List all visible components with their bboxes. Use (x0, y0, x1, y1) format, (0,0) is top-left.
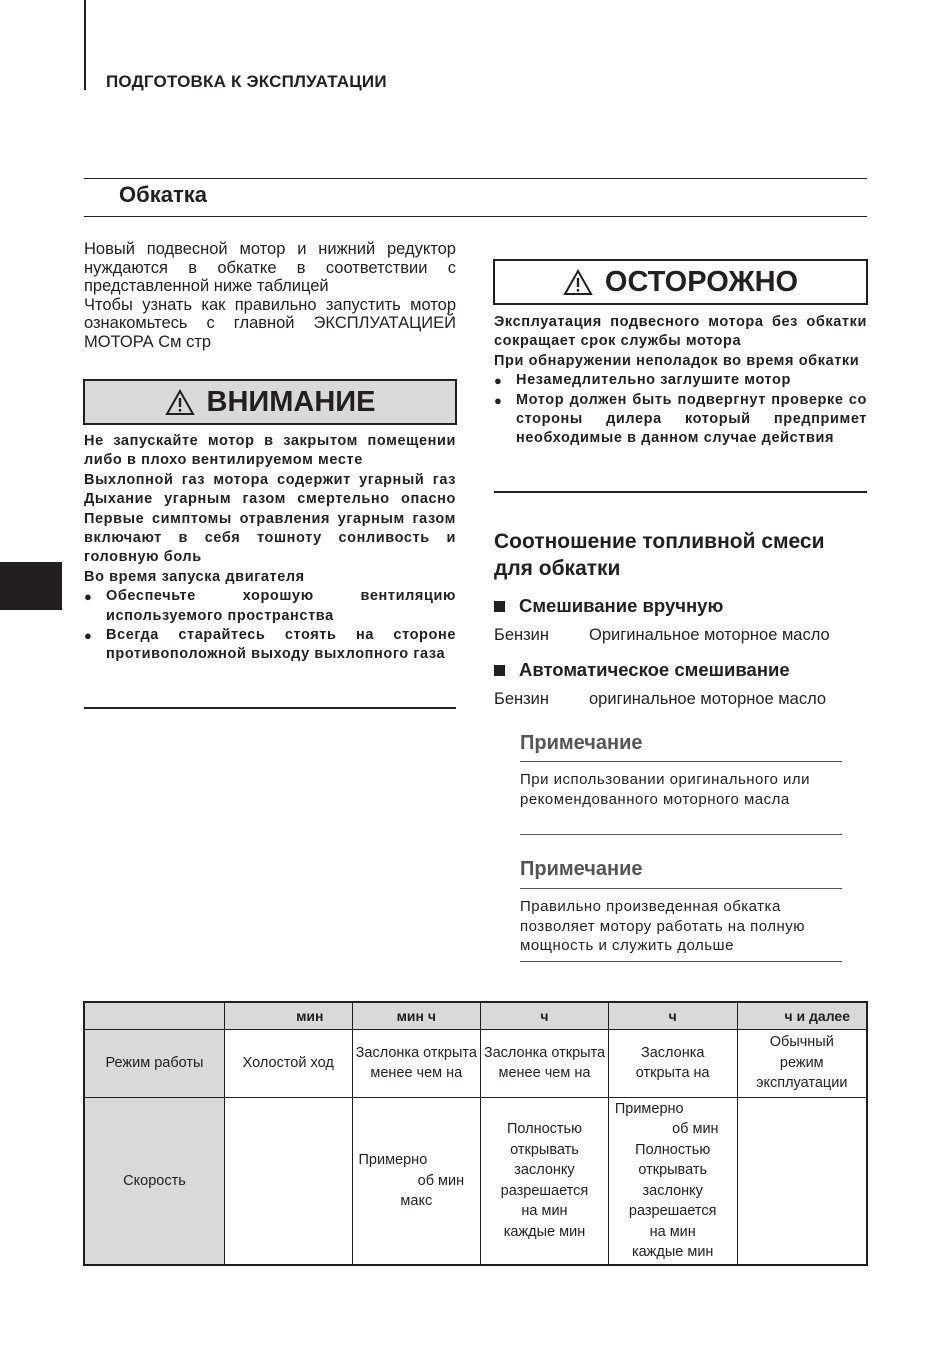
speed-text: открывать (638, 1162, 708, 1179)
attention-bullet: ● Всегда старайтесь стоять на стороне противоположной выходу выхлопного газа (84, 626, 456, 665)
intro-text (84, 240, 456, 351)
speed-text: разрешается (500, 1182, 589, 1199)
warning-triangle-icon (165, 389, 195, 416)
speed-text: Примерно (614, 1100, 684, 1117)
caution-label: ОСТОРОЖНО (604, 265, 799, 298)
auto-mix-ratio (494, 690, 827, 709)
fuel-mix-heading (494, 528, 825, 582)
table-header-cell (84, 1002, 224, 1029)
attention-end-rule (84, 707, 456, 709)
row-label: Скорость (84, 1097, 224, 1265)
speed-text: об мин (417, 1172, 465, 1189)
speed-text: разрешается (628, 1203, 717, 1220)
table-cell: Заслонка открыта менее чем на (352, 1029, 481, 1097)
table-header-cell: ч и далее (737, 1002, 867, 1029)
fuel-mix-title-line: для обкатки (494, 557, 621, 580)
table-cell (608, 1097, 737, 1265)
speed-text: заслонку (514, 1162, 575, 1179)
manual-mix-ratio (494, 626, 830, 645)
note-rule (520, 961, 842, 962)
table-header-cell: ч (608, 1002, 737, 1029)
table-header-row (84, 1002, 867, 1029)
speed-text: на мин (649, 1223, 696, 1240)
table-header-cell: мин ч (352, 1002, 481, 1029)
attention-bullet: ● Обеспечьте хорошую вентиляцию используемого пространства (84, 587, 456, 626)
attention-text (84, 432, 456, 665)
attention-label: ВНИМАНИЕ (206, 385, 376, 418)
table-cell: Холостой ход (224, 1029, 352, 1097)
row-label: Режим работы (84, 1029, 224, 1097)
manual-mix-heading (494, 595, 723, 617)
table-cell (481, 1097, 609, 1265)
break-in-table (83, 1001, 868, 1266)
caution-bullet: ● Мотор должен быть подвергнут проверке со стороны дилера который предпримет необходимые в данном случае действия (494, 391, 867, 449)
attention-paragraph: Выхлопной газ мотора содержит угарный газ Дыхание угарным газом смертельно опасно Первые симптомы отравления угарным газом включают в себя тошноту сонливость и головную боль (84, 471, 456, 566)
manual-mix-oil: Оригинальное моторное масло (589, 626, 830, 644)
note-text: При использовании оригинального или рекомендованного моторного масла (520, 771, 811, 808)
header-vertical-rule (84, 0, 86, 90)
page-header: ПОДГОТОВКА К ЭКСПЛУАТАЦИИ (106, 72, 387, 91)
auto-mix-title: Автоматическое смешивание (519, 659, 790, 680)
manual-mix-title: Смешивание вручную (519, 595, 724, 616)
caution-bullet: ● Незамедлительно заглушите мотор (494, 371, 867, 390)
caution-bullets (494, 371, 867, 449)
note-title: Примечание (520, 858, 643, 880)
note-rule (520, 888, 842, 889)
attention-paragraph: Во время запуска двигателя (84, 568, 305, 585)
table-cell (737, 1097, 867, 1265)
speed-text: каждые мин (631, 1244, 714, 1261)
warning-triangle-icon (563, 269, 593, 296)
speed-text: Полностью (635, 1141, 711, 1158)
intro-paragraph: Чтобы узнать как правильно запустить мотор ознакомьтесь с главной ЭКСПЛУАТАЦИЕЙ МОТОРА См стр (84, 295, 456, 351)
note-rule (520, 761, 842, 762)
attention-paragraph: Не запускайте мотор в закрытом помещении либо в плохо вентилируемом месте (84, 433, 456, 469)
table-cell: Обычный режим эксплуатации (737, 1029, 867, 1097)
attention-bullets (84, 587, 456, 665)
speed-text: каждые мин (503, 1223, 586, 1240)
caution-banner (493, 259, 868, 305)
speed-text: заслонку (642, 1182, 703, 1199)
square-bullet-icon (494, 665, 505, 676)
manual-mix-fuel: Бензин (494, 626, 550, 644)
attention-banner (83, 379, 457, 425)
table-cell (224, 1097, 352, 1265)
speed-text: Полностью (506, 1121, 582, 1138)
section-rule-bottom (84, 216, 867, 217)
caution-text (494, 313, 867, 449)
table-cell (352, 1097, 481, 1265)
note-text: Правильно произведенная обкатка позволяет мотору работать на полную мощность и служить дольше (520, 898, 806, 954)
caution-paragraph: Эксплуатация подвесного мотора без обкатки сокращает срок службы мотора (494, 314, 867, 350)
speed-text: об мин (672, 1121, 719, 1138)
caution-paragraph: При обнаружении неполадок во время обкатки (494, 352, 860, 369)
table-row (84, 1029, 867, 1097)
square-bullet-icon (494, 601, 505, 612)
intro-paragraph: Новый подвесной мотор и нижний редуктор нуждаются в обкатке в соответствии с представленной ниже таблицей (84, 240, 456, 295)
fuel-mix-title-line: Соотношение топливной смеси (494, 530, 825, 553)
note-rule (520, 834, 842, 835)
auto-mix-fuel: Бензин (494, 690, 550, 708)
table-header-cell: мин (224, 1002, 352, 1029)
auto-mix-oil: оригинальное моторное масло (589, 690, 827, 708)
speed-text: на мин (521, 1203, 568, 1220)
caution-end-rule (494, 491, 867, 493)
section-title: Обкатка (119, 182, 207, 207)
speed-text: открывать (510, 1141, 579, 1158)
table-header-cell: ч (481, 1002, 609, 1029)
chapter-tab (0, 562, 62, 610)
auto-mix-heading (494, 659, 790, 681)
table-cell: Заслонка открыта менее чем на (481, 1029, 609, 1097)
speed-text: Примерно (358, 1152, 428, 1168)
table-cell: Заслонка открыта на (608, 1029, 737, 1097)
table-row (84, 1097, 867, 1265)
speed-text: макс (400, 1193, 433, 1209)
note-title: Примечание (520, 732, 643, 754)
section-rule-top (84, 178, 867, 179)
